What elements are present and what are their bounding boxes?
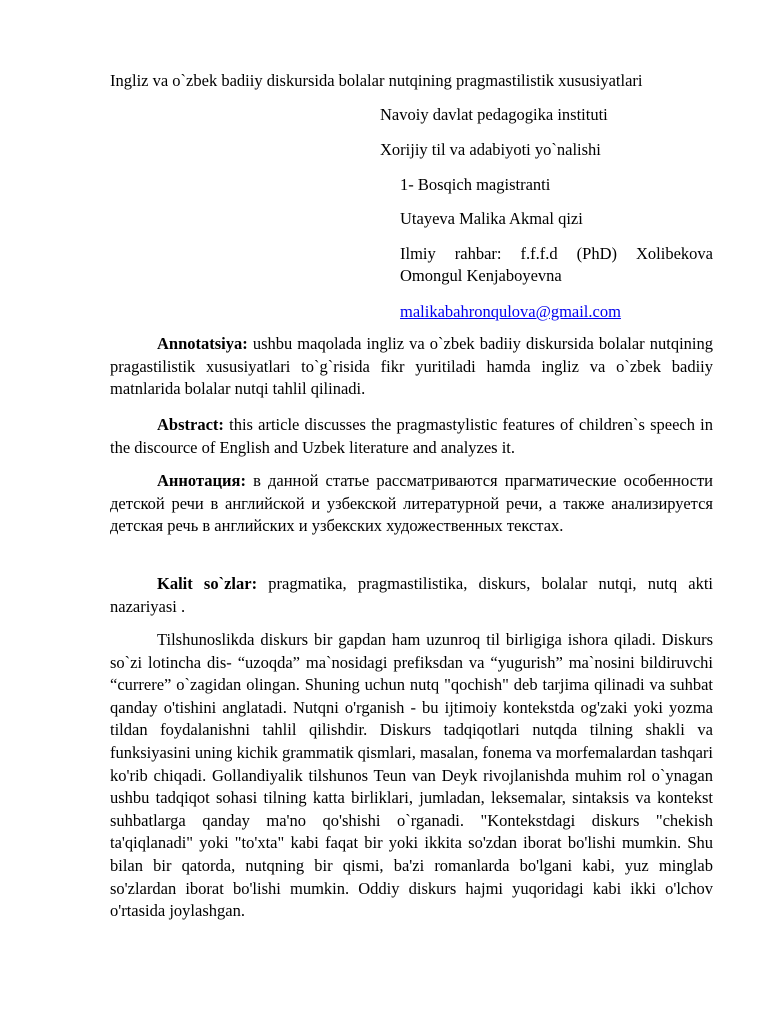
keywords-label: Kalit so`zlar: <box>157 574 258 593</box>
abstract-en-label: Abstract: <box>157 415 224 434</box>
annotation-uz-label: Annotatsiya: <box>157 334 248 353</box>
institution: Navoiy davlat pedagogika instituti <box>380 105 608 124</box>
abstract-en <box>110 414 713 459</box>
author-name: Utayeva Malika Akmal qizi <box>400 209 583 228</box>
department: Xorijiy til va adabiyoti yo`nalishi <box>380 140 601 159</box>
study-level: 1- Bosqich magistranti <box>400 175 551 194</box>
annotation-ru-text: в данной статье рассматриваются прагматические особенности детской речи в английской и узбекской литературной речи, а также анализируется детская речь в английских и узбекских художественных текстах. <box>110 471 713 536</box>
annotation-ru-label: Аннотация: <box>157 471 246 490</box>
keywords-text: pragmatika, pragmastilistika, diskurs, bolalar nutqi, nutq akti nazariyasi . <box>110 574 714 616</box>
paper-title: Ingliz va o`zbek badiiy diskursida bolalar nutqining pragmastilistik xususiyatlari <box>110 71 643 90</box>
body-paragraph: Tilshunoslikda diskurs bir gapdan ham uzunroq til birligiga ishora qiladi. Diskurs so`zi lotincha dis- “uzoqda” ma`nosidagi prefiksdan va “yugurish” ma`nosini bildiruvchi “currere” o`zagidan olingan. Shuning uchun nutq "qochish" deb tarjima qilinadi va suhbat qanday o'tishini anglatadi. Nutqni o'rganish - bu ijtimoiy kontekstda og'zaki yoki yozma tildan foydalanishni tahlil qilishdir. Diskurs tadqiqotlari nutqda tilning shakli va funksiyasini uning kichik grammatik qismlari, masalan, fonema va morfemalardan tashqari ko'rib chiqadi. Gollandiyalik tilshunos Teun van Deyk rivojlanishda muhim rol o`ynagan ushbu tadqiqot sohasi tilning katta birliklari, jumladan, leksemalar, sintaksis va kontekst suhbatlarga qanday ma'no qo'shishi o`rganadi. "Kontekstdagi diskurs "chekish ta'qiqlanadi" yoki "to'xta" kabi faqat bir yoki ikkita so'zdan iborat bo'lishi mumkin. Shu bilan bir qatorda, nutqning bir qismi, ba'zi romanlarda bo'lgani kabi, yuz minglab so'zlardan iborat bo'lishi mumkin. Oddiy diskurs hajmi yuqoridagi kabi ikki o'lchov o'rtasida joylashgan. <box>110 630 713 921</box>
annotation-uz <box>110 333 713 401</box>
annotation-uz-text: ushbu maqolada ingliz va o`zbek badiiy diskursida bolalar nutqining pragastilistik xususiyatlari to`g`risida fikr yuritiladi hamda ingliz va o`zbek badiiy matnlarida bolalar nutqi tahlil qilinadi. <box>110 334 713 399</box>
advisor: Ilmiy rahbar: f.f.f.d (PhD) Xolibekova Omongul Kenjaboyevna <box>400 244 713 285</box>
abstract-en-text: this article discusses the pragmastylistic features of children`s speech in the discource of English and Uzbek literature and analyzes it. <box>110 415 713 457</box>
annotation-ru <box>110 470 713 538</box>
keywords <box>110 573 713 618</box>
author-email-link[interactable]: malikabahronqulova@gmail.com <box>400 302 621 321</box>
